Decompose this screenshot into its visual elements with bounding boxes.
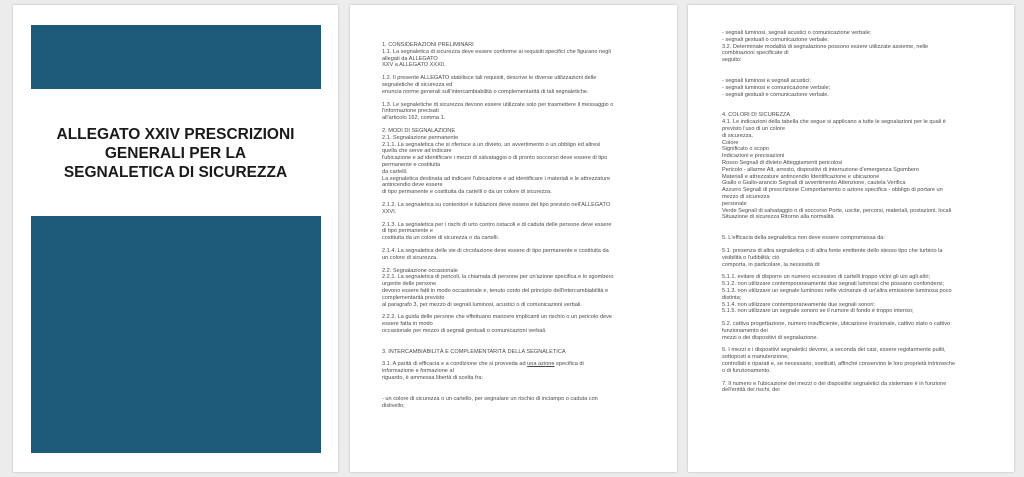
text-line: o di funzionamento.	[722, 367, 771, 374]
text-line: complementarità previsto	[382, 294, 445, 301]
underlined-text: una azione	[527, 361, 555, 368]
cover-bottom-banner	[31, 216, 321, 453]
text-line: 2.1. Segnalazione permanente	[382, 134, 459, 141]
paragraph	[382, 248, 655, 262]
text-line: un colore di sicurezza.	[382, 254, 438, 261]
text-line: informazione e formazione al	[382, 368, 454, 375]
text-line: controllati e riparati e, se necessario, sostituiti, affinché conservino le loro proprietà intrinseche	[722, 361, 956, 368]
text-line: costituita da un colore di sicurezza o da cartelli.	[382, 235, 500, 242]
text-line: di tipo permanente e costituita da cartelli o da un colore di sicurezza.	[382, 189, 552, 196]
text-line: dislivello;	[382, 402, 405, 409]
paragraph	[722, 30, 994, 64]
paragraph	[382, 396, 655, 410]
text-line: Verde Segnali di salvataggio o di soccorso Porte, uscite, percorsi, materiali, postazioni, locali	[722, 207, 952, 214]
paragraph	[722, 274, 994, 315]
text-line: 5.1.4. non utilizzare contemporaneamente due segnali sonori;	[722, 301, 875, 308]
paragraph	[722, 235, 994, 242]
text-line: Indicazioni e precisazioni	[722, 153, 785, 160]
paragraph	[382, 314, 655, 334]
text-line: 5.2. cattiva progettazione, numero insufficiente, ubicazione irrazionale, cattivo stato o cattivo	[722, 321, 951, 328]
text-line: - segnali gestuali e comunicazione verbale.	[722, 91, 829, 98]
text-line: previsto l'uso di un colore	[722, 125, 785, 132]
text-line: riguardo, è ammessa libertà di scelta fra:	[382, 375, 484, 382]
text-line: 5.1.5. non utilizzare un segnale sonoro se il rumore di fondo è troppo intenso;	[722, 308, 914, 315]
text-line: - segnali luminosi, segnali acustici o comunicazione verbale;	[722, 30, 872, 36]
text-line: combinazioni specificate di	[722, 50, 789, 57]
text-line: La segnaletica destinata ad indicare l'ubicazione e ad identificare i materiali e le attrezzature	[382, 175, 611, 182]
text-line: distinta;	[722, 294, 742, 301]
text-line: Situazione di sicurezza Ritorno alla normalità	[722, 214, 834, 221]
text-line: di tipo permanente e	[382, 228, 433, 235]
text-line: 2.1.2. La segnaletica su contenitori e tubazioni deve essere del tipo previsto nell'ALLEGATO	[382, 201, 611, 208]
text-line: essere fatta in modo	[382, 321, 433, 328]
text-line: 5.1.2. non utilizzare contemporaneamente due segnali luminosi che possano confondersi;	[722, 281, 945, 288]
text-line: 6. I mezzi e i dispositivi segnaletici devono, a seconda dei casi, essere regolarmente puliti,	[722, 347, 946, 354]
text-line: 2.2.2. La guida delle persone che effettuano manovre implicanti un rischio o un pericolo deve	[382, 314, 613, 321]
cover-page	[13, 5, 338, 472]
text-line: Materiali e attrezzature antincendio Identificazione e ubicazione	[722, 173, 880, 180]
paragraph	[382, 128, 655, 196]
paragraph-3-1	[382, 361, 655, 381]
text-line: 2.2.1. La segnaletica di pericoli, la chiamata di persone per un'azione specifica e lo sgombero	[382, 274, 614, 281]
text-line: Azzurro Segnali di prescrizione Comportamento o azione specifica - obbligo di portare un	[722, 187, 943, 194]
text-line: seguito:	[722, 57, 742, 64]
text-line: all'articolo 162, comma 1.	[382, 115, 446, 122]
text-line: 4. COLORI DI SICUREZZA	[722, 112, 791, 119]
content-page-3	[688, 5, 1014, 472]
text-line: 1.2. Il presente ALLEGATO stabilisce tali requisiti, descrive le diverse utilizzazioni delle	[382, 75, 597, 82]
text-line: allegati da ALLEGATO	[382, 55, 438, 62]
text-line: urgente delle persone	[382, 281, 437, 288]
text-line: di sicurezza.	[722, 132, 754, 139]
text-line: occasionale per mezzo di segnali gestuali o comunicazioni verbali.	[382, 327, 547, 334]
paragraph	[382, 222, 655, 242]
text-line: 2. MODI DI SEGNALAZIONE	[382, 127, 456, 134]
cover-title	[23, 125, 328, 182]
cover-title-line: GENERALI PER LA	[104, 145, 247, 162]
text-line: personale	[722, 200, 747, 207]
text-line: - segnali gestuali o comunicazione verbale.	[722, 36, 829, 43]
text-line: Pericolo - allarme Alt, arresto, dispositivi di interruzione d'emergenza Sgombero	[722, 166, 919, 173]
text-line: comporta, in particolare, la necessità di:	[722, 261, 821, 268]
text-line: dell'entità dei rischi, dei	[722, 387, 780, 394]
paragraph	[382, 75, 655, 95]
text-line: l'informazione precisati	[382, 108, 439, 115]
paragraph	[382, 102, 655, 122]
paragraph	[722, 321, 994, 341]
text-line: 3. INTERCAMBIABILITÀ E COMPLEMENTARITÀ DELLA SEGNALETICA	[382, 348, 566, 355]
text-line: 5.1.1. evitare di disporre un numero eccessivo di cartelli troppo vicini gli uni agli altri;	[722, 274, 931, 281]
paragraph	[382, 202, 655, 216]
paragraph	[722, 381, 994, 395]
text-line: 1. CONSIDERAZIONI PRELIMINARI	[382, 42, 474, 48]
text-line: Giallo o Giallo-arancio Segnali di avvertimento Attenzione, cautela Verifica	[722, 180, 906, 187]
cover-top-banner	[31, 25, 321, 89]
text-line: antincendio deve essere	[382, 182, 443, 189]
text-line: 4.1. Le indicazioni della tabella che segue si applicano a tutte le segnalazioni per le quali è	[722, 119, 946, 126]
text-line: 3.2. Determinate modalità di segnalazione possono essere utilizzate assieme, nelle	[722, 43, 929, 50]
text-line: da cartelli.	[382, 168, 408, 175]
page3-text-column	[722, 30, 994, 400]
text-line: mezzo di sicurezza	[722, 193, 770, 200]
text-line: XXVI.	[382, 208, 397, 215]
text-line: permanente e costituita	[382, 161, 441, 168]
text-line: segnaletiche di sicurezza ed	[382, 81, 453, 88]
paragraph	[722, 78, 994, 98]
text-line: - un colore di sicurezza o un cartello, per segnalare un rischio di inciampo o caduta con	[382, 395, 598, 402]
text-line: XXV a ALLEGATO XXXII.	[382, 62, 446, 69]
text-line: devono essere fatti in modo occasionale e, tenuto conto del principio dell'intercambiabilità e	[382, 287, 609, 294]
text-line: l'ubicazione e ad identificare i mezzi di salvataggio o di pronto soccorso deve essere di tipo	[382, 155, 608, 162]
text-line: 5.1.3. non utilizzare un segnale luminoso nelle vicinanze di un'altra emissione luminosa poco	[722, 287, 952, 294]
text-line: al paragrafo 3, per mezzo di segnali luminosi, acustici o di comunicazioni verbali.	[382, 301, 582, 308]
paragraph	[722, 248, 994, 268]
text-line: quella che serve ad indicare	[382, 148, 452, 155]
text-line: enuncia norme generali sull'intercambiabilità o complementarità di tali segnaletiche.	[382, 88, 589, 95]
page2-text-column	[382, 42, 655, 415]
text-line: 1.3. Le segnaletiche di sicurezza devono essere utilizzate solo per trasmettere il messaggio o	[382, 101, 614, 108]
text-line: - segnali luminosi e comunicazione verbale;	[722, 84, 831, 91]
text-line: 7. Il numero e l'ubicazione dei mezzi o dei dispositivi segnaletici da sistemare è in funzione	[722, 380, 947, 387]
text-line: Significato o scopo	[722, 146, 769, 153]
text-line: 1.1. La segnaletica di sicurezza deve essere conforme ai requisiti specifici che figurano negli	[382, 48, 611, 55]
text-line: - segnali luminosi e segnali acustici;	[722, 77, 811, 84]
text-line: mezzi o dei dispositivi di segnalazione.	[722, 334, 819, 341]
text-line: Colore	[722, 139, 739, 146]
text-line: 2.2. Segnalazione occasionale	[382, 267, 458, 274]
text-line: Rosso Segnali di divieto Atteggiamenti pericolosi	[722, 159, 843, 166]
paragraph	[722, 112, 994, 221]
cover-title-line: ALLEGATO XXIV PRESCRIZIONI	[56, 126, 295, 143]
text-line: visibilità o l'udibilità; ciò	[722, 254, 780, 261]
cover-title-line: SEGNALETICA DI SICUREZZA	[63, 164, 288, 181]
text-line: 5.1. presenza di altra segnaletica o di altra fonte emittente dello stesso tipo che turbino la	[722, 247, 943, 254]
text-line: 2.1.1. La segnaletica che si riferisce a un divieto, un avvertimento o un obbligo ed altresì	[382, 141, 601, 148]
paragraph	[382, 349, 655, 356]
paragraph	[382, 268, 655, 309]
text-line: 3.1. A parità di efficacia e a condizione che si provveda ad una azione specifica di	[382, 361, 584, 368]
text-line: 5. L'efficacia della segnaletica non deve essere compromessa da:	[722, 235, 885, 242]
paragraph	[382, 42, 655, 69]
text-line: 2.1.4. La segnaletica delle vie di circolazione deve essere di tipo permanente e costituita da	[382, 247, 609, 254]
text-line: 2.1.3. La segnaletica per i rischi di urto contro ostacoli e di caduta delle persone deve essere	[382, 221, 612, 228]
text-line: sottoposti a manutenzione,	[722, 354, 789, 361]
text-line: funzionamento dei	[722, 327, 768, 334]
content-page-2	[350, 5, 677, 472]
paragraph	[722, 347, 994, 374]
